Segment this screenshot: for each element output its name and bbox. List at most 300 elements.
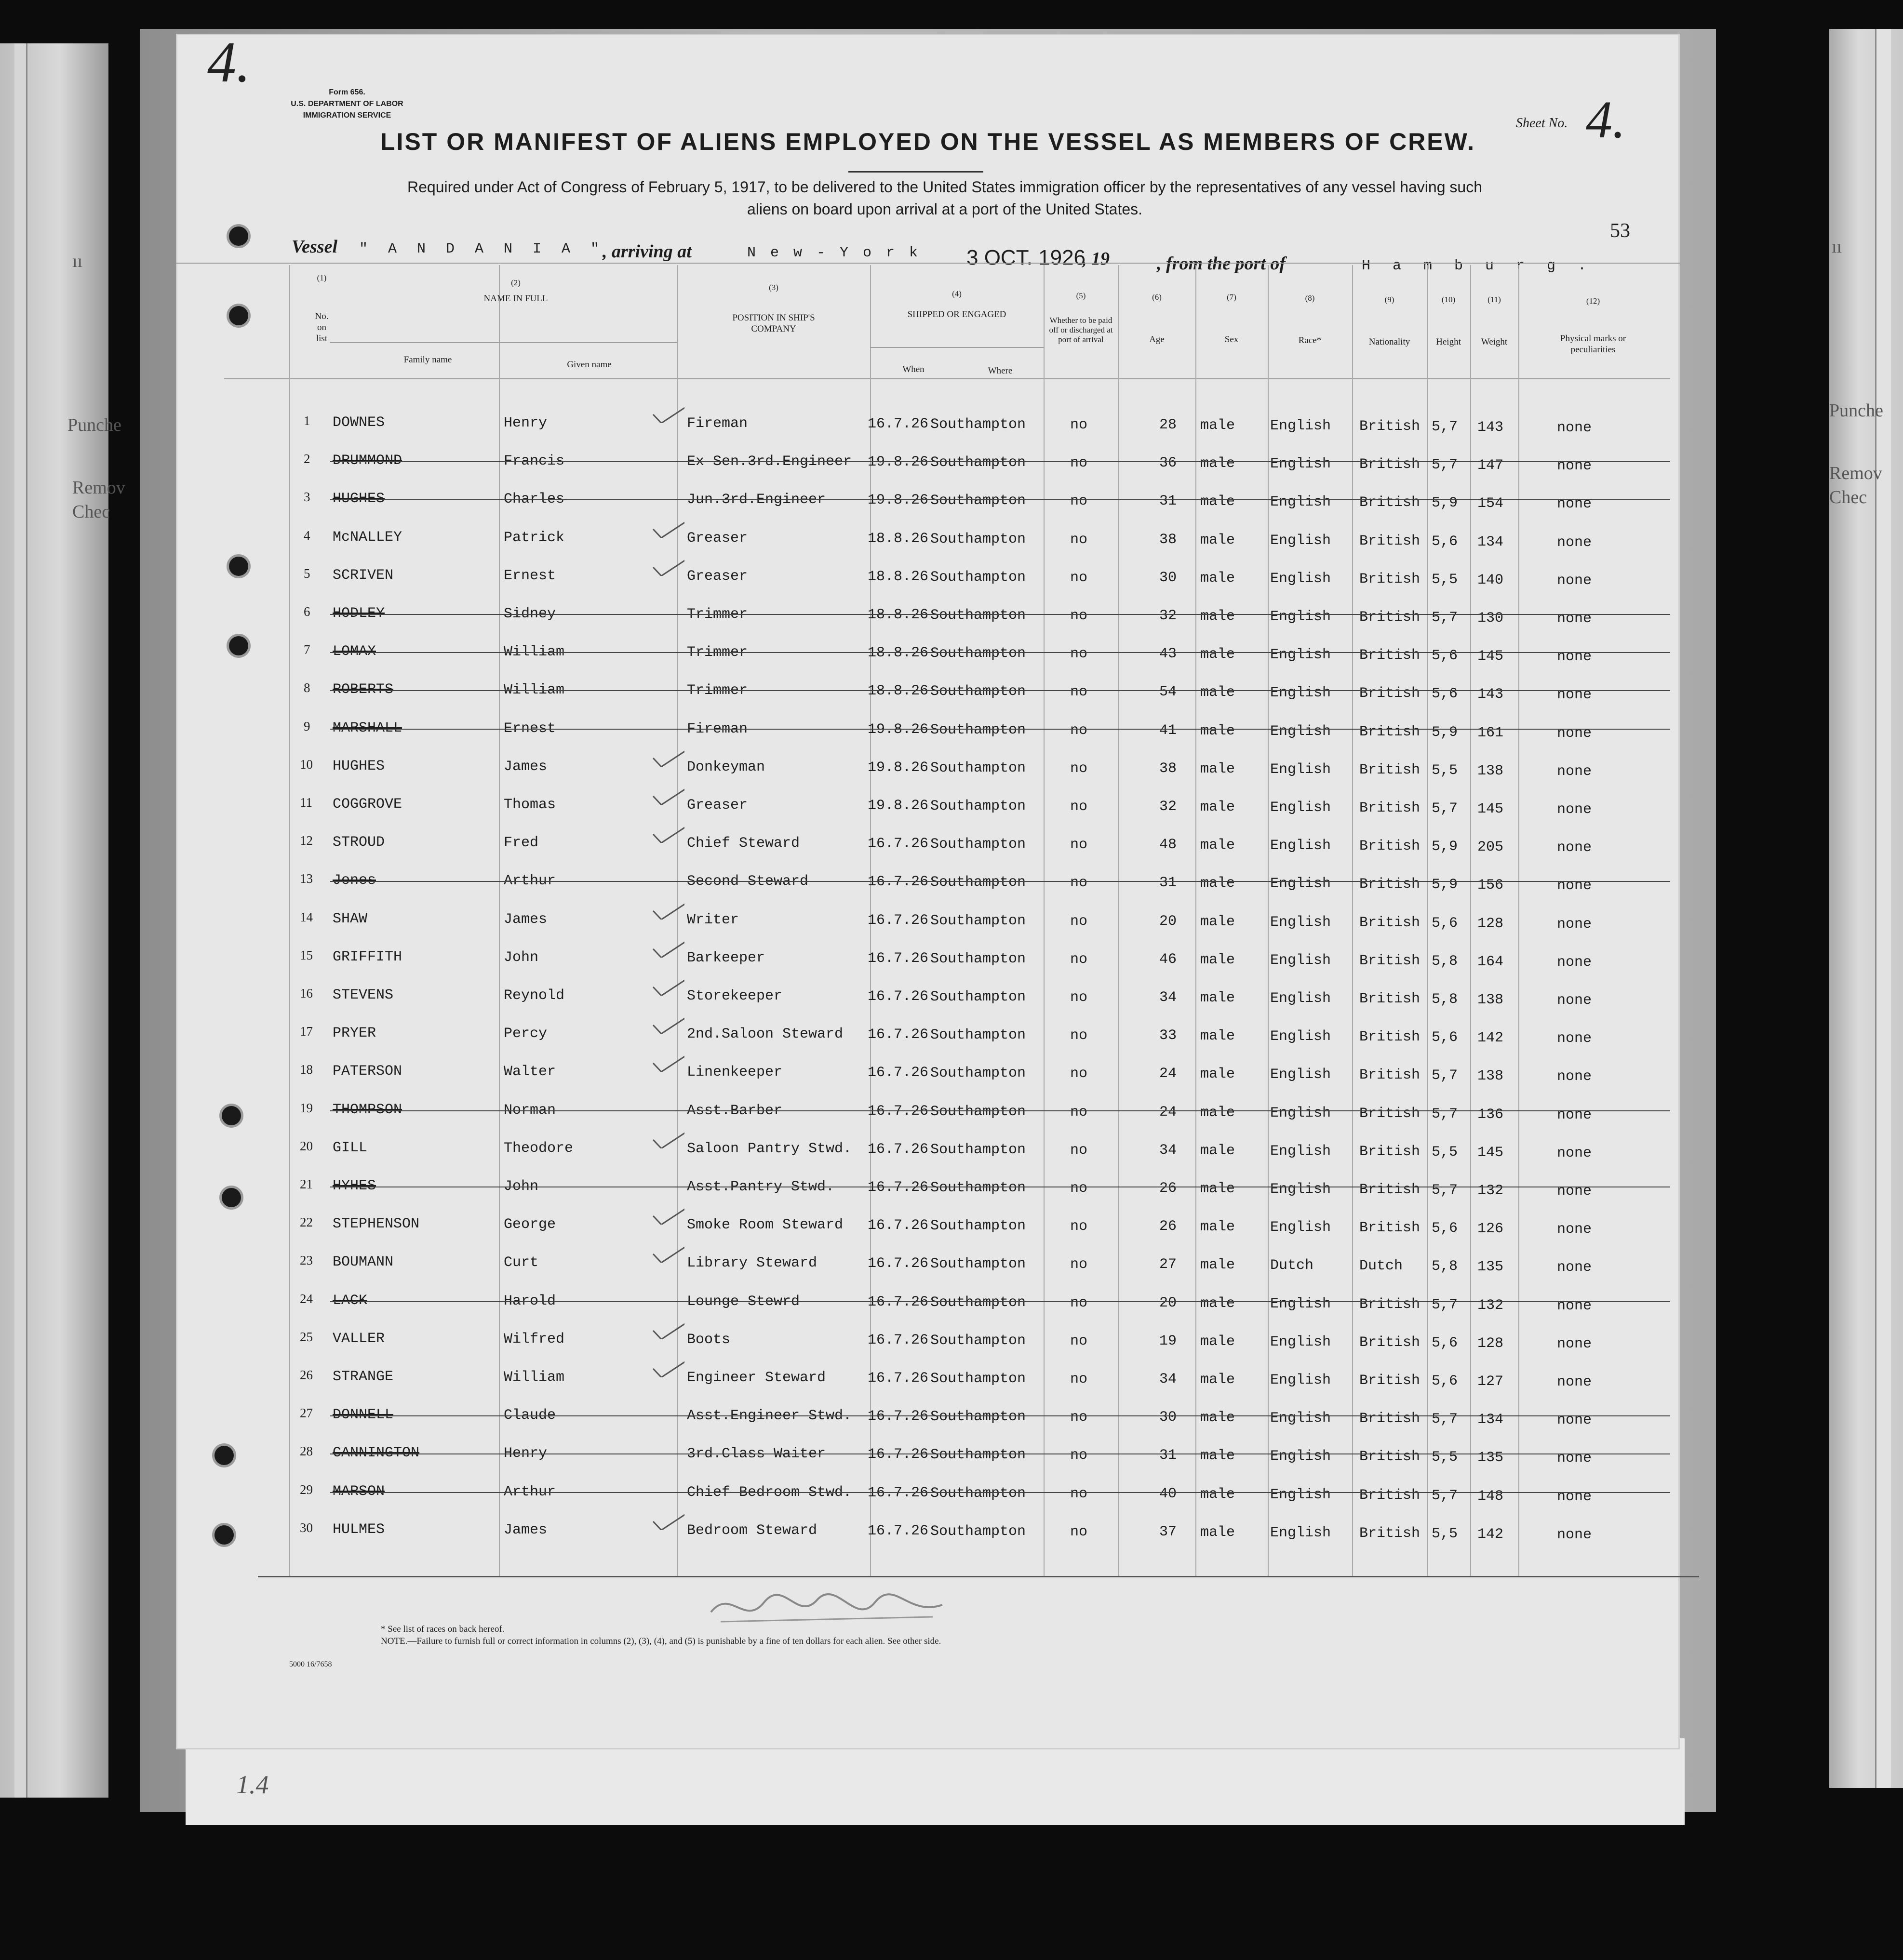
cell-where: Southampton bbox=[930, 1446, 1026, 1463]
cell-height: 5,9 bbox=[1432, 877, 1458, 893]
cell-age: 34 bbox=[1159, 989, 1177, 1006]
cell-where: Southampton bbox=[930, 683, 1026, 700]
cell-nationality: British bbox=[1359, 571, 1421, 588]
header-when: When bbox=[902, 364, 925, 374]
row-number: 1 bbox=[304, 413, 310, 428]
cell-when: 16.7.26 bbox=[868, 1332, 929, 1348]
cell-sex: male bbox=[1200, 684, 1235, 701]
row-number: 15 bbox=[300, 948, 313, 962]
row-number: 21 bbox=[300, 1177, 313, 1191]
cell-given-name: Thomas bbox=[504, 796, 556, 813]
cell-when: 16.7.26 bbox=[868, 1446, 929, 1463]
cell-age: 26 bbox=[1159, 1180, 1177, 1197]
cell-height: 5,7 bbox=[1432, 1182, 1458, 1199]
cell-position: Engineer Steward bbox=[687, 1369, 826, 1386]
cell-nationality: British bbox=[1359, 953, 1421, 970]
cell-nationality: British bbox=[1359, 762, 1421, 779]
cell-age: 31 bbox=[1159, 1447, 1177, 1464]
cell-when: 18.8.26 bbox=[868, 568, 929, 585]
cell-race: English bbox=[1270, 1448, 1331, 1465]
cell-paid-off: no bbox=[1070, 1294, 1088, 1311]
cell-when: 16.7.26 bbox=[868, 1026, 929, 1043]
cell-age: 34 bbox=[1159, 1371, 1177, 1388]
cell-age: 32 bbox=[1159, 608, 1177, 625]
cell-marks: none bbox=[1557, 1488, 1592, 1505]
cell-given-name: William bbox=[504, 643, 565, 660]
cell-family-name: LOMAX bbox=[333, 643, 376, 660]
from-port-label: , from the port of bbox=[1157, 253, 1286, 274]
strike-through-line bbox=[330, 499, 1670, 500]
cell-age: 30 bbox=[1159, 570, 1177, 587]
cell-paid-off: no bbox=[1070, 1027, 1088, 1044]
cell-age: 31 bbox=[1159, 875, 1177, 892]
cell-height: 5,5 bbox=[1432, 572, 1458, 588]
cell-family-name: HUGHES bbox=[333, 758, 385, 774]
right-film-edge bbox=[1829, 29, 1903, 1788]
cell-race: English bbox=[1270, 456, 1331, 473]
cell-given-name: Henry bbox=[504, 414, 548, 431]
header-family-name: Family name bbox=[403, 355, 452, 365]
cell-position: Lounge Stewrd bbox=[687, 1293, 800, 1310]
cell-family-name: STEVENS bbox=[333, 987, 394, 1003]
column-number: (11) bbox=[1488, 295, 1501, 304]
cell-paid-off: no bbox=[1070, 798, 1088, 815]
left-edge-fragment: Punche bbox=[67, 415, 121, 435]
cell-where: Southampton bbox=[930, 1294, 1026, 1311]
cell-paid-off: no bbox=[1070, 1371, 1088, 1387]
cell-given-name: John bbox=[504, 1178, 539, 1195]
cell-when: 16.7.26 bbox=[868, 1141, 929, 1158]
cell-given-name: Claude bbox=[504, 1407, 556, 1424]
table-row bbox=[176, 1326, 1680, 1355]
cell-weight: 138 bbox=[1477, 991, 1504, 1008]
document-title: LIST OR MANIFEST OF ALIENS EMPLOYED ON THE VESSEL AS MEMBERS OF CREW. bbox=[380, 128, 1475, 155]
cell-where: Southampton bbox=[930, 798, 1026, 814]
cell-race: English bbox=[1270, 952, 1331, 969]
cell-height: 5,6 bbox=[1432, 1029, 1458, 1046]
table-row bbox=[176, 1211, 1680, 1240]
cell-where: Southampton bbox=[930, 874, 1026, 891]
cell-position: Saloon Pantry Stwd. bbox=[687, 1140, 852, 1157]
cell-race: English bbox=[1270, 1334, 1331, 1351]
cell-weight: 147 bbox=[1477, 457, 1504, 474]
cell-weight: 126 bbox=[1477, 1220, 1504, 1237]
cell-where: Southampton bbox=[930, 569, 1026, 586]
cell-nationality: British bbox=[1359, 1411, 1421, 1427]
arriving-label: , arriving at bbox=[603, 241, 692, 262]
cell-paid-off: no bbox=[1070, 416, 1088, 433]
service: IMMIGRATION SERVICE bbox=[303, 111, 391, 120]
cell-family-name: GRIFFITH bbox=[333, 949, 402, 965]
left-adjacent-page-strip bbox=[14, 43, 27, 1798]
cell-nationality: British bbox=[1359, 533, 1421, 550]
cell-family-name: STROUD bbox=[333, 834, 385, 851]
cell-when: 16.7.26 bbox=[868, 1255, 929, 1272]
cell-paid-off: no bbox=[1070, 454, 1088, 471]
cell-where: Southampton bbox=[930, 1065, 1026, 1081]
cell-when: 16.7.26 bbox=[868, 1484, 929, 1501]
cell-family-name: BOUMANN bbox=[333, 1254, 394, 1270]
act-line-1: Required under Act of Congress of February 5, 1917, to be delivered to the United States immigration officer by the representatives of any vessel having such bbox=[407, 178, 1482, 196]
page-number: 53 bbox=[1610, 220, 1630, 242]
row-number: 2 bbox=[304, 452, 310, 466]
row-number: 5 bbox=[304, 566, 310, 581]
cell-marks: none bbox=[1557, 1221, 1592, 1238]
cell-nationality: British bbox=[1359, 1296, 1421, 1313]
header-where: Where bbox=[988, 366, 1013, 376]
strike-through-line bbox=[330, 1453, 1670, 1454]
table-row bbox=[176, 486, 1680, 515]
left-edge-fragment: Remov bbox=[72, 478, 125, 498]
cell-sex: male bbox=[1200, 1372, 1235, 1388]
header-name-in-full: NAME IN FULL bbox=[483, 293, 548, 304]
cell-height: 5,9 bbox=[1432, 839, 1458, 855]
cell-position: Linenkeeper bbox=[687, 1064, 783, 1080]
cell-when: 18.8.26 bbox=[868, 644, 929, 661]
cell-nationality: British bbox=[1359, 1449, 1421, 1466]
check-mark bbox=[651, 519, 684, 538]
check-mark bbox=[651, 1053, 684, 1072]
header-shipped-engaged: SHIPPED OR ENGAGED bbox=[907, 309, 1006, 320]
cell-sex: male bbox=[1200, 493, 1235, 510]
cell-paid-off: no bbox=[1070, 1065, 1088, 1082]
table-row bbox=[176, 639, 1680, 667]
cell-position: Donkeyman bbox=[687, 759, 765, 775]
cell-given-name: Wilfred bbox=[504, 1331, 565, 1347]
strike-through-line bbox=[330, 1415, 1670, 1416]
cell-when: 16.7.26 bbox=[868, 950, 929, 967]
cell-weight: 145 bbox=[1477, 1144, 1504, 1161]
cell-height: 5,6 bbox=[1432, 1220, 1458, 1237]
cell-marks: none bbox=[1557, 534, 1592, 551]
table-row bbox=[176, 1173, 1680, 1202]
cell-given-name: Curt bbox=[504, 1254, 539, 1271]
column-number: (5) bbox=[1076, 291, 1086, 300]
cell-family-name: STRANGE bbox=[333, 1369, 394, 1385]
cell-where: Southampton bbox=[930, 836, 1026, 853]
cell-marks: none bbox=[1557, 1183, 1592, 1200]
cell-sex: male bbox=[1200, 608, 1235, 625]
cell-when: 19.8.26 bbox=[868, 721, 929, 738]
cell-nationality: British bbox=[1359, 1373, 1421, 1389]
cell-where: Southampton bbox=[930, 721, 1026, 738]
table-row bbox=[176, 1135, 1680, 1164]
cell-marks: none bbox=[1557, 877, 1592, 894]
cell-where: Southampton bbox=[930, 1141, 1026, 1158]
cell-nationality: British bbox=[1359, 724, 1421, 741]
table-row bbox=[176, 906, 1680, 935]
cell-weight: 132 bbox=[1477, 1182, 1504, 1199]
cell-where: Southampton bbox=[930, 1027, 1026, 1043]
cell-sex: male bbox=[1200, 1410, 1235, 1427]
left-edge-fragment: Chec bbox=[72, 502, 110, 522]
header-height: Height bbox=[1436, 337, 1461, 347]
cell-nationality: British bbox=[1359, 876, 1421, 893]
cell-height: 5,9 bbox=[1432, 724, 1458, 741]
cell-marks: none bbox=[1557, 1297, 1592, 1314]
right-edge-fragment: Remov bbox=[1829, 463, 1882, 483]
cell-when: 16.7.26 bbox=[868, 1179, 929, 1196]
table-row bbox=[176, 715, 1680, 744]
cell-marks: none bbox=[1557, 686, 1592, 703]
cell-where: Southampton bbox=[930, 1408, 1026, 1425]
column-number: (8) bbox=[1305, 293, 1315, 303]
column-number: (1) bbox=[317, 273, 327, 282]
check-mark bbox=[651, 1205, 684, 1225]
cell-age: 31 bbox=[1159, 493, 1177, 510]
strike-through-line bbox=[330, 614, 1670, 615]
cell-age: 20 bbox=[1159, 913, 1177, 930]
cell-race: English bbox=[1270, 609, 1331, 626]
cell-family-name: VALLER bbox=[333, 1331, 385, 1347]
cell-age: 27 bbox=[1159, 1256, 1177, 1273]
cell-marks: none bbox=[1557, 1335, 1592, 1352]
cell-when: 16.7.26 bbox=[868, 1064, 929, 1081]
cell-paid-off: no bbox=[1070, 493, 1088, 509]
cell-height: 5,7 bbox=[1432, 1106, 1458, 1122]
cell-weight: 154 bbox=[1477, 495, 1504, 512]
cell-age: 41 bbox=[1159, 722, 1177, 739]
cell-age: 37 bbox=[1159, 1524, 1177, 1541]
cell-family-name: THOMPSON bbox=[333, 1102, 402, 1118]
cell-sex: male bbox=[1200, 1028, 1235, 1045]
header-weight: Weight bbox=[1481, 337, 1508, 347]
cell-position: Greaser bbox=[687, 797, 748, 813]
cell-given-name: Fred bbox=[504, 834, 539, 851]
cell-where: Southampton bbox=[930, 454, 1026, 471]
cell-where: Southampton bbox=[930, 1255, 1026, 1272]
cell-race: English bbox=[1270, 1487, 1331, 1504]
cell-nationality: British bbox=[1359, 1106, 1421, 1122]
check-mark bbox=[651, 1243, 684, 1263]
row-number: 22 bbox=[300, 1215, 313, 1229]
row-number: 26 bbox=[300, 1368, 313, 1382]
cell-position: Jun.3rd.Engineer bbox=[687, 491, 826, 508]
table-row bbox=[176, 1479, 1680, 1507]
cell-sex: male bbox=[1200, 1066, 1235, 1083]
cell-weight: 128 bbox=[1477, 915, 1504, 932]
act-line-2: aliens on board upon arrival at a port of the United States. bbox=[747, 200, 1143, 218]
cell-position: Writer bbox=[687, 911, 739, 928]
cell-where: Southampton bbox=[930, 760, 1026, 776]
cell-when: 16.7.26 bbox=[868, 912, 929, 929]
cell-sex: male bbox=[1200, 799, 1235, 816]
cell-nationality: British bbox=[1359, 1067, 1421, 1084]
cell-paid-off: no bbox=[1070, 1142, 1088, 1159]
header-race: Race* bbox=[1298, 335, 1322, 346]
cell-nationality: British bbox=[1359, 1525, 1421, 1542]
check-mark bbox=[651, 824, 684, 843]
right-edge-fragment: Punche bbox=[1829, 400, 1883, 421]
cell-sex: male bbox=[1200, 1143, 1235, 1160]
cell-when: 16.7.26 bbox=[868, 1293, 929, 1310]
cell-where: Southampton bbox=[930, 1370, 1026, 1387]
cell-paid-off: no bbox=[1070, 836, 1088, 853]
cell-race: English bbox=[1270, 990, 1331, 1007]
cell-race: English bbox=[1270, 761, 1331, 778]
check-mark bbox=[651, 1320, 684, 1339]
cell-race: English bbox=[1270, 533, 1331, 549]
cell-height: 5,5 bbox=[1432, 762, 1458, 779]
cell-family-name: STEPHENSON bbox=[333, 1216, 420, 1232]
cell-age: 36 bbox=[1159, 455, 1177, 472]
cell-paid-off: no bbox=[1070, 645, 1088, 662]
row-number: 24 bbox=[300, 1292, 313, 1306]
column-number: (6) bbox=[1152, 293, 1162, 302]
cell-weight: 156 bbox=[1477, 877, 1504, 893]
table-row bbox=[176, 753, 1680, 782]
cell-where: Southampton bbox=[930, 1332, 1026, 1349]
row-number: 14 bbox=[300, 910, 313, 924]
cell-nationality: Dutch bbox=[1359, 1258, 1403, 1275]
table-row bbox=[176, 1440, 1680, 1469]
cell-paid-off: no bbox=[1070, 760, 1088, 777]
cell-race: English bbox=[1270, 1525, 1331, 1542]
vessel-label: Vessel bbox=[292, 237, 337, 257]
cell-sex: male bbox=[1200, 532, 1235, 549]
cell-family-name: HUGHES bbox=[333, 491, 385, 507]
table-row bbox=[176, 1058, 1680, 1087]
row-number: 4 bbox=[304, 528, 310, 543]
cell-marks: none bbox=[1557, 1030, 1592, 1047]
cell-marks: none bbox=[1557, 1526, 1592, 1543]
table-row bbox=[176, 1249, 1680, 1278]
cell-given-name: Theodore bbox=[504, 1140, 574, 1157]
cell-position: Storekeeper bbox=[687, 987, 783, 1004]
cell-age: 30 bbox=[1159, 1409, 1177, 1426]
cell-given-name: Percy bbox=[504, 1025, 548, 1042]
cell-sex: male bbox=[1200, 990, 1235, 1007]
cell-age: 33 bbox=[1159, 1027, 1177, 1044]
cell-height: 5,6 bbox=[1432, 686, 1458, 702]
cell-sex: male bbox=[1200, 417, 1235, 434]
cell-where: Southampton bbox=[930, 912, 1026, 929]
cell-height: 5,5 bbox=[1432, 1449, 1458, 1466]
column-number: (2) bbox=[511, 278, 521, 287]
cell-family-name: GILL bbox=[333, 1140, 368, 1156]
cell-position: Greaser bbox=[687, 530, 748, 547]
cell-age: 38 bbox=[1159, 760, 1177, 777]
cell-when: 19.8.26 bbox=[868, 492, 929, 508]
cell-marks: none bbox=[1557, 1450, 1592, 1467]
cell-age: 54 bbox=[1159, 684, 1177, 701]
cell-race: English bbox=[1270, 685, 1331, 702]
cell-height: 5,7 bbox=[1432, 610, 1458, 626]
cell-height: 5,5 bbox=[1432, 1144, 1458, 1160]
cell-marks: none bbox=[1557, 1412, 1592, 1428]
row-number: 6 bbox=[304, 604, 310, 619]
row-number: 13 bbox=[300, 871, 313, 886]
cell-height: 5,9 bbox=[1432, 495, 1458, 511]
footnote-penalty: NOTE.—Failure to furnish full or correct information in columns (2), (3), (4), and (5) is punishable by a fine of ten dollars for each alien. See other side. bbox=[381, 1636, 941, 1646]
cell-given-name: William bbox=[504, 1369, 565, 1386]
cell-race: English bbox=[1270, 838, 1331, 854]
cell-position: Second Steward bbox=[687, 873, 809, 890]
strike-through-line bbox=[330, 690, 1670, 691]
sheet-label: Sheet No. bbox=[1516, 116, 1568, 131]
cell-paid-off: no bbox=[1070, 874, 1088, 891]
cell-marks: none bbox=[1557, 801, 1592, 818]
cell-race: English bbox=[1270, 494, 1331, 511]
column-number: (12) bbox=[1586, 296, 1600, 306]
cell-sex: male bbox=[1200, 1181, 1235, 1198]
cell-race: English bbox=[1270, 876, 1331, 893]
row-number: 19 bbox=[300, 1101, 313, 1115]
cell-height: 5,8 bbox=[1432, 953, 1458, 970]
cell-given-name: Walter bbox=[504, 1063, 556, 1080]
cell-sex: male bbox=[1200, 1448, 1235, 1465]
cell-given-name: James bbox=[504, 911, 548, 928]
crew-table-body bbox=[176, 34, 1680, 1749]
manifest-page bbox=[176, 30, 1680, 1749]
cell-family-name: MARSON bbox=[333, 1483, 385, 1500]
cell-when: 19.8.26 bbox=[868, 453, 929, 470]
cell-sex: male bbox=[1200, 1295, 1235, 1312]
vessel-name: " A N D A N I A " bbox=[359, 241, 605, 257]
cell-race: English bbox=[1270, 1028, 1331, 1045]
table-row bbox=[176, 982, 1680, 1011]
cell-race: English bbox=[1270, 800, 1331, 816]
cell-when: 18.8.26 bbox=[868, 606, 929, 623]
table-row bbox=[176, 867, 1680, 896]
cell-given-name: Henry bbox=[504, 1445, 548, 1462]
cell-weight: 127 bbox=[1477, 1373, 1504, 1390]
table-row bbox=[176, 1517, 1680, 1546]
cell-when: 18.8.26 bbox=[868, 682, 929, 699]
check-mark bbox=[651, 557, 684, 576]
cell-age: 26 bbox=[1159, 1218, 1177, 1235]
cell-race: English bbox=[1270, 723, 1331, 740]
cell-marks: none bbox=[1557, 954, 1592, 971]
table-row bbox=[176, 600, 1680, 629]
row-number: 3 bbox=[304, 490, 310, 504]
cell-given-name: Patrick bbox=[504, 529, 565, 546]
cell-family-name: PATERSON bbox=[333, 1063, 402, 1080]
cell-when: 19.8.26 bbox=[868, 797, 929, 814]
cell-marks: none bbox=[1557, 1373, 1592, 1390]
print-code: 5000 16/7658 bbox=[289, 1660, 332, 1668]
cell-nationality: British bbox=[1359, 456, 1421, 473]
cell-weight: 164 bbox=[1477, 953, 1504, 970]
cell-height: 5,5 bbox=[1432, 1526, 1458, 1542]
cell-race: English bbox=[1270, 1219, 1331, 1236]
cell-marks: none bbox=[1557, 1259, 1592, 1276]
cell-given-name: William bbox=[504, 681, 565, 698]
cell-where: Southampton bbox=[930, 1179, 1026, 1196]
row-number: 7 bbox=[304, 642, 310, 657]
cell-paid-off: no bbox=[1070, 607, 1088, 624]
cell-sex: male bbox=[1200, 1524, 1235, 1541]
check-mark bbox=[651, 1129, 684, 1148]
row-number: 17 bbox=[300, 1024, 313, 1039]
departure-port: H a m b u r g . bbox=[1362, 258, 1594, 274]
cell-height: 5,6 bbox=[1432, 648, 1458, 664]
pencil-scribble bbox=[701, 1583, 952, 1636]
cell-marks: none bbox=[1557, 992, 1592, 1009]
cell-sex: male bbox=[1200, 761, 1235, 778]
row-number: 10 bbox=[300, 757, 313, 772]
cell-family-name: HODLEY bbox=[333, 605, 385, 622]
cell-sex: male bbox=[1200, 837, 1235, 854]
strike-through-line bbox=[330, 652, 1670, 653]
check-mark bbox=[651, 938, 684, 958]
cell-weight: 134 bbox=[1477, 1411, 1504, 1428]
cell-marks: none bbox=[1557, 763, 1592, 780]
left-film-edge bbox=[0, 43, 125, 1798]
cell-family-name: CANNINGTON bbox=[333, 1445, 420, 1461]
row-number: 30 bbox=[300, 1520, 313, 1535]
cell-given-name: James bbox=[504, 758, 548, 775]
